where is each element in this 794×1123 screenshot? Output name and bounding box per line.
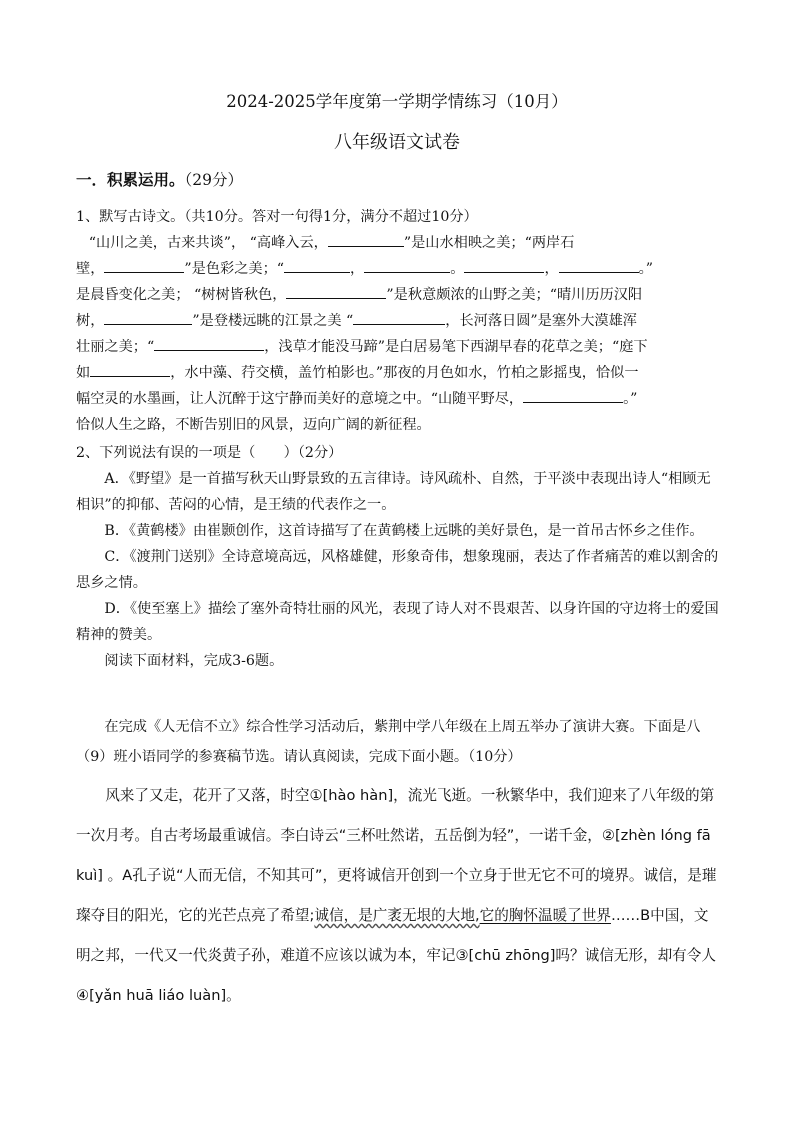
q1-line: [76, 334, 719, 360]
text: ”是登楼远眺的江景之美 “: [192, 313, 354, 329]
question-2: [76, 440, 719, 674]
text: 。”: [638, 261, 653, 277]
answer-blank[interactable]: [559, 258, 639, 273]
text: ”是山水相映之美；“两岸石: [403, 235, 575, 251]
q1-line: [76, 308, 719, 334]
option-d[interactable]: D．《使至塞上》描绘了塞外奇特壮丽的风光，表现了诗人对不畏艰苦、以身许国的守边将士的爱国精神的赞美。: [76, 601, 719, 643]
answer-blank[interactable]: [286, 284, 386, 299]
answer-blank[interactable]: [523, 388, 623, 403]
q1-line: [76, 282, 719, 308]
q1-line: [76, 360, 719, 386]
text: ，: [544, 261, 559, 277]
passage-paragraph: [76, 776, 719, 1016]
q1-line: [76, 386, 719, 412]
section-heading: [76, 168, 243, 190]
q2-stem: 2、下列说法有误的一项是（ ）（2分）: [76, 445, 343, 461]
answer-blank[interactable]: [104, 258, 184, 273]
q1-stem: 1、默写古诗文。（共10分。答对一句得1分，满分不超过10分）: [76, 209, 478, 225]
wavy-underlined-sentence: 诚信，是广袤无垠的大地,: [314, 907, 480, 924]
q1-line: [76, 256, 719, 282]
text: ，浅草才能没马蹄”是白居易笔下西湖早春的花草之美；“庭下: [264, 339, 648, 355]
section-points: （29分）: [184, 171, 243, 189]
text: ，: [350, 261, 365, 277]
passage-text: ……B中国，文明之邦，一代又一代炎黄子孙，难道不应该以诚为本，牢记③[chū zhōng]吗？诚信无形，却有令人④[yǎn huā liáo luàn]。: [76, 907, 716, 1004]
text: 幅空灵的水墨画，让人沉醉于这宁静而美好的意境之中。“山随平野尽，: [76, 391, 524, 407]
answer-blank[interactable]: [328, 232, 404, 247]
section-title: 一．积累运用。: [76, 171, 185, 189]
text: 是晨昏变化之美； “树树皆秋色，: [76, 287, 287, 303]
text: “山川之美，古来共谈”， “高峰入云，: [88, 235, 328, 251]
text: 。”: [623, 391, 638, 407]
answer-blank[interactable]: [284, 258, 350, 273]
question-1: [76, 204, 719, 438]
text: 壮丽之美；“: [76, 339, 155, 355]
underlined-sentence: 它的胸怀温暖了世界: [479, 907, 611, 924]
reading-intro: 在完成《人无信不立》综合性学习活动后，紫荆中学八年级在上周五举办了演讲大赛。下面是八（9）班小语同学的参赛稿节选。请认真阅读，完成下面小题。（10分）: [76, 719, 701, 765]
text: 。: [450, 261, 465, 277]
text: 壁，: [76, 261, 105, 277]
text: 如: [76, 365, 91, 381]
answer-blank[interactable]: [353, 310, 445, 325]
option-c[interactable]: C．《渡荆门送别》全诗意境高远，风格雄健，形象奇伟，想象瑰丽，表达了作者痛苦的难以割舍的思乡之情。: [76, 549, 719, 591]
q1-line: [76, 230, 719, 256]
text: ，水中藻、荇交横，盖竹柏影也。”那夜的月色如水，竹柏之影摇曳，恰似一: [170, 365, 639, 381]
text: 树，: [76, 313, 105, 329]
answer-blank[interactable]: [90, 362, 170, 377]
exam-subtitle: 八年级语文试卷: [334, 132, 460, 153]
text: ”是色彩之美；“: [184, 261, 285, 277]
speech-passage: [76, 776, 719, 1016]
reading-instruction: 阅读下面材料，完成3-6题。: [104, 653, 284, 669]
reading-intro-block: [76, 712, 719, 772]
text: ，长河落日圆”是塞外大漠雄浑: [445, 313, 637, 329]
passage-text: 风来了又走，花开了又落，时空①[hào hàn]，流光飞逝。一秋繁华中，我们迎来了八年级的第一次月考。自古考场最重诚信。李白诗云“三杯吐然诺，五岳倒为轻”，一诺千金，②[zhèn lóng fā kuì] 。A孔子说“人而无信，不知其可”，更将诚信开创到一个立身于世无它不可的境界。诚信，是璀璨夺目的阳光，它的光芒点亮了希望;: [76, 787, 717, 924]
option-b[interactable]: B．《黄鹤楼》由崔颢创作，这首诗描写了在黄鹤楼上远眺的美好景色，是一首吊古怀乡之佳作。: [104, 523, 704, 539]
answer-blank[interactable]: [104, 310, 192, 325]
answer-blank[interactable]: [154, 336, 264, 351]
answer-blank[interactable]: [364, 258, 450, 273]
exam-title: 2024-2025学年度第一学期学情练习（10月）: [226, 92, 568, 111]
text: ”是秋意颇浓的山野之美；“晴川历历汉阳: [386, 287, 643, 303]
q1-line: 恰似人生之路，不断告别旧的风景，迈向广阔的新征程。: [76, 417, 431, 433]
option-a[interactable]: A．《野望》是一首描写秋天山野景致的五言律诗。诗风疏朴、自然，于平淡中表现出诗人“相顾无相识”的抑郁、苦闷的心情，是王绩的代表作之一。: [76, 471, 711, 513]
answer-blank[interactable]: [464, 258, 544, 273]
